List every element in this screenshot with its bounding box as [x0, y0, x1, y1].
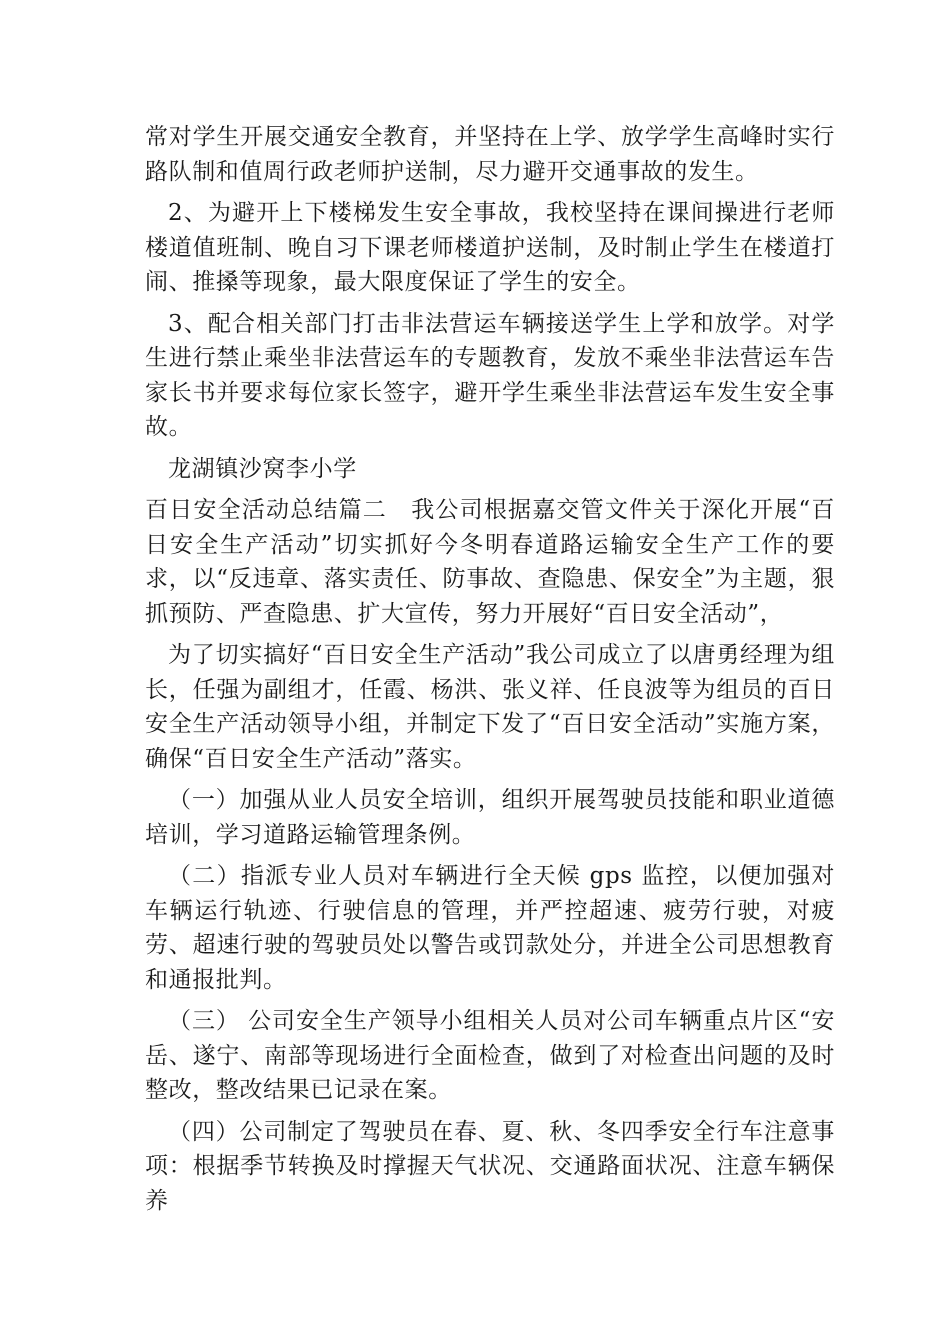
- school-signature: 龙湖镇沙窝李小学: [168, 455, 357, 482]
- paragraph-traffic-education: 常对学生开展交通安全教育，并坚持在上学、放学学生高峰时实行路队制和值周行政老师护送制，尽力避开交通事故的发生。: [145, 124, 835, 185]
- paragraph-item-four: （四）公司制定了驾驶员在春、夏、秋、冬四季安全行车注意事项：根据季节转换及时撑握天气状况、交通路面状况、注意车辆保养: [145, 1118, 835, 1214]
- paragraph-item-three: （三） 公司安全生产领导小组相关人员对公司车辆重点片区“安岳、遂宁、南部等现场进行全面检查，做到了对检查出问题的及时整改，整改结果已记录在案。: [145, 1008, 835, 1103]
- paragraph-stairs-safety: 2、为避开上下楼梯发生安全事故，我校坚持在课间操进行老师楼道值班制、晚自习下课老师楼道护送制，及时制止学生在楼道打闹、推搡等现象，最大限度保证了学生的安全。: [145, 200, 835, 295]
- paragraph-summary-part-two: 百日安全活动总结篇二 我公司根据嘉交管文件关于深化开展“百日安全生产活动”切实抓好今冬明春道路运输安全生产工作的要求，以“反违章、落实责任、防事故、查隐患、保安全”为主题，狠抓预防、严查隐患、扩大宣传，努力开展好“百日安全活动”，: [145, 497, 835, 627]
- paragraph-illegal-vehicles: 3、配合相关部门打击非法营运车辆接送学生上学和放学。对学生进行禁止乘坐非法营运车的专题教育，发放不乘坐非法营运车告家长书并要求每位家长签字，避开学生乘坐非法营运车发生安全事故。: [145, 310, 835, 440]
- document-body: [145, 120, 835, 1225]
- paragraph-leadership-group: 为了切实搞好“百日安全生产活动”我公司成立了以唐勇经理为组长，任强为副组才，任霞、杨洪、张义祥、任良波等为组员的百日安全生产活动领导小组，并制定下发了“百日安全活动”实施方案，确保“百日安全生产活动”落实。: [145, 642, 835, 772]
- paragraph-item-two: （二）指派专业人员对车辆进行全天候 gps 监控，以便加强对车辆运行轨迹、行驶信息的管理，并严控超速、疲劳行驶，对疲劳、超速行驶的驾驶员处以警告或罚款处分，并进全公司思想教育和通报批判。: [145, 863, 835, 993]
- paragraph-item-one: （一）加强从业人员安全培训，组织开展驾驶员技能和职业道德培训，学习道路运输管理条例。: [145, 787, 835, 848]
